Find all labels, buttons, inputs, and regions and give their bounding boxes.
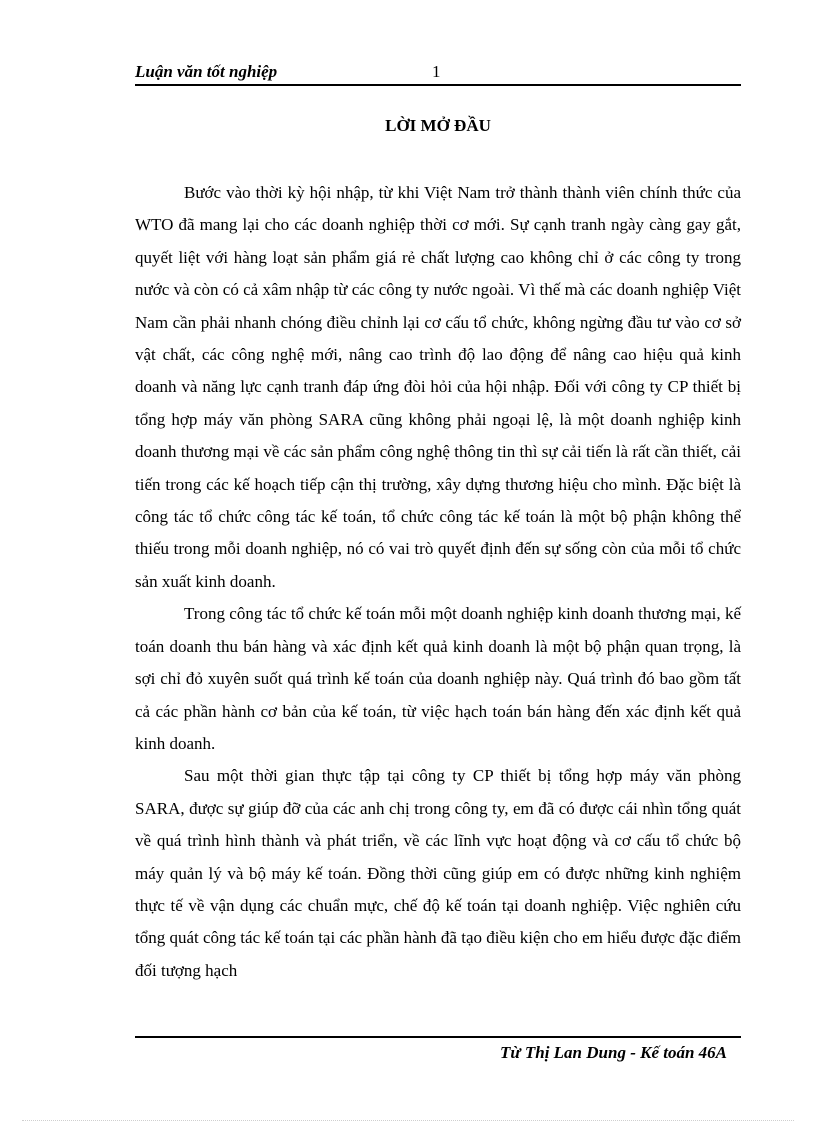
paragraph: Sau một thời gian thực tập tại công ty CP thiết bị tổng hợp máy văn phòng SARA, được sự giúp đỡ của các anh chị trong công ty, em đã có được cái nhìn tổng quát về quá trình hình thành và phát triển, về các lĩnh vực hoạt động và cơ cấu tổ chức bộ máy quản lý và bộ máy kế toán. Đồng thời cũng giúp em có được những kinh nghiệm thực tế về vận dụng các chuẩn mực, chế độ kế toán tại doanh nghiệp. Việc nghiên cứu tổng quát công tác kế toán tại các phần hành đã tạo điều kiện cho em hiểu được đặc điểm đối tượng hạch <box>135 766 741 980</box>
footer-author: Từ Thị Lan Dung - Kế toán 46A <box>500 1043 727 1062</box>
paragraph: Trong công tác tổ chức kế toán mỗi một doanh nghiệp kinh doanh thương mại, kế toán doanh thu bán hàng và xác định kết quả kinh doanh là một bộ phận quan trọng, là sợi chỉ đỏ xuyên suốt quá trình kế toán của doanh nghiệp này. Quá trình đó bao gồm tất cả các phần hành cơ bản của kế toán, từ việc hạch toán bán hàng đến xác định kết quả kinh doanh. <box>135 604 741 753</box>
document-title: LỜI MỞ ĐẦU <box>385 116 491 135</box>
page-edge-divider <box>22 1120 794 1121</box>
footer-divider <box>135 1036 741 1038</box>
page-number: 1 <box>432 62 441 81</box>
document-body <box>135 177 741 987</box>
paragraph: Bước vào thời kỳ hội nhập, từ khi Việt Nam trở thành thành viên chính thức của WTO đã mang lại cho các doanh nghiệp thời cơ mới. Sự cạnh tranh ngày càng gay gắt, quyết liệt với hàng loạt sản phẩm giá rẻ chất lượng cao không chỉ ở các công ty trong nước và còn có cả xâm nhập từ các công ty nước ngoài. Vì thế mà các doanh nghiệp Việt Nam cần phải nhanh chóng điều chỉnh lại cơ cấu tổ chức, không ngừng đầu tư vào cơ sở vật chất, các công nghệ mới, nâng cao trình độ lao động để nâng cao hiệu quả kinh doanh và năng lực cạnh tranh đáp ứng đòi hỏi của hội nhập. Đối với công ty CP thiết bị tổng hợp máy văn phòng SARA cũng không phải ngoại lệ, là một doanh nghiệp kinh doanh thương mại về các sản phẩm công nghệ thông tin thì sự cải tiến là rất cần thiết, cải tiến trong các kế hoạch tiếp cận thị trường, xây dựng thương hiệu cho mình. Đặc biệt là công tác tổ chức công tác kế toán, tổ chức công tác kế toán là một bộ phận không thể thiếu trong mỗi doanh nghiệp, nó có vai trò quyết định đến sự sống còn của mỗi tổ chức sản xuất kinh doanh. <box>135 183 741 591</box>
page-header <box>135 60 741 86</box>
header-title: Luận văn tốt nghiệp <box>135 62 278 81</box>
